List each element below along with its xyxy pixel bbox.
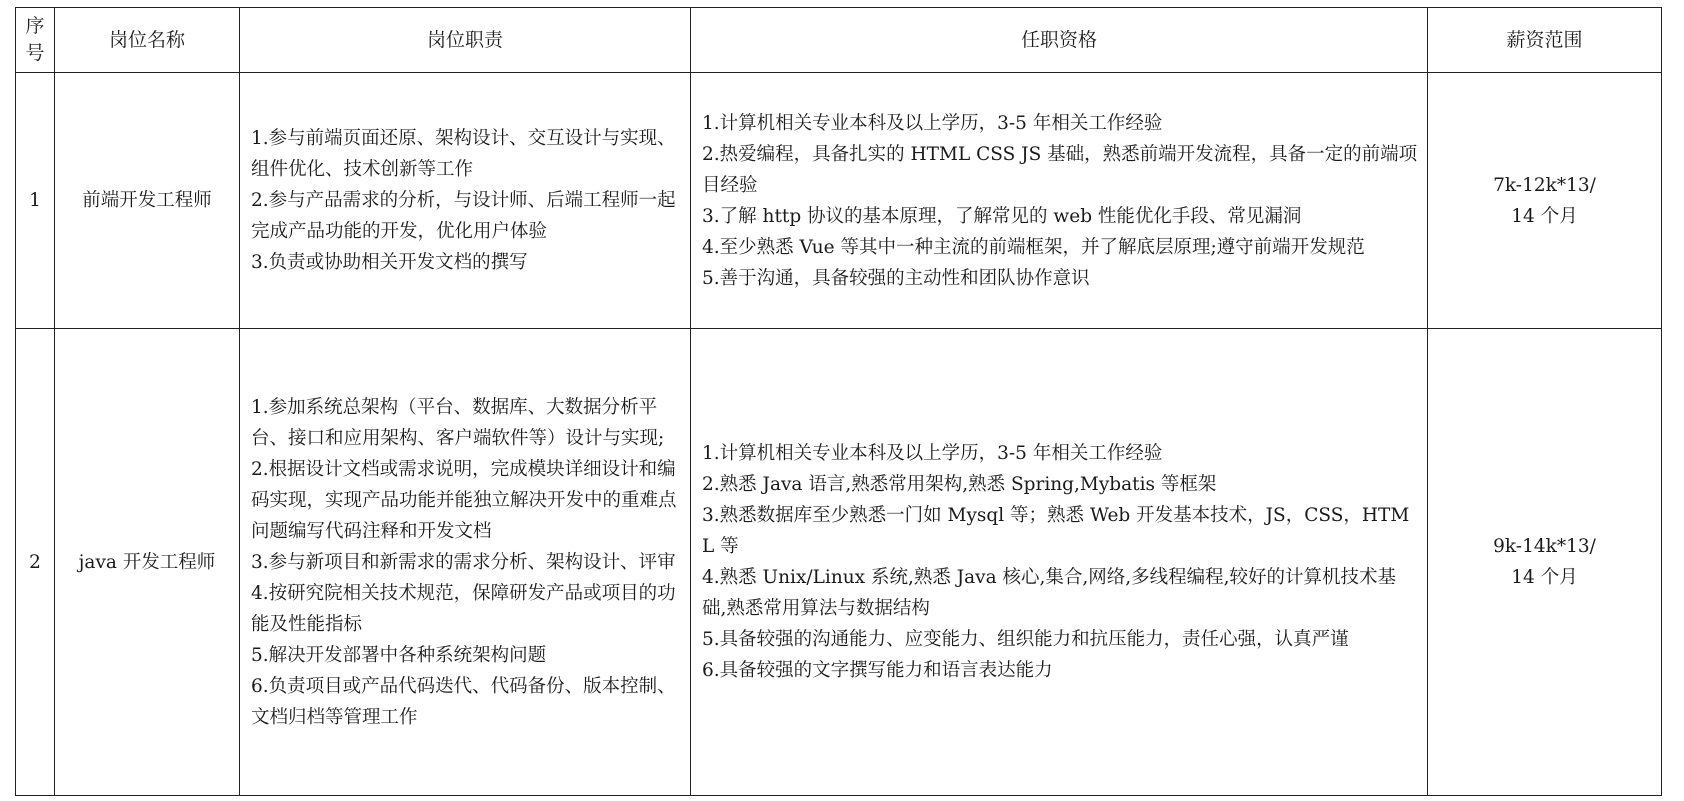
salary-range: 9k-14k*13/ <box>1493 536 1596 557</box>
requirement-item: 3.熟悉数据库至少熟悉一门如 Mysql 等；熟悉 Web 开发基本技术，JS，CSS，HTML 等 <box>702 505 1410 557</box>
header-salary: 薪资范围 <box>1428 8 1662 73</box>
header-index: 序号 <box>16 8 55 73</box>
requirement-item: 2.热爱编程，具备扎实的 HTML CSS JS 基础，熟悉前端开发流程，具备一定的前端项目经验 <box>702 143 1418 196</box>
requirement-item: 4.至少熟悉 Vue 等其中一种主流的前端框架，并了解底层原理;遵守前端开发规范 <box>702 236 1365 258</box>
row-duties <box>240 73 691 329</box>
requirement-item: 5.善于沟通，具备较强的主动性和团队协作意识 <box>702 267 1090 289</box>
row-index: 1 <box>16 73 55 329</box>
header-duties: 岗位职责 <box>240 8 691 73</box>
header-requirements: 任职资格 <box>691 8 1428 73</box>
requirement-item: 4.熟悉 Unix/Linux 系统,熟悉 Java 核心,集合,网络,多线程编程,较好的计算机技术基础,熟悉常用算法与数据结构 <box>702 567 1397 619</box>
salary-months: 14 个月 <box>1511 567 1578 588</box>
requirement-item: 6.具备较强的文字撰写能力和语言表达能力 <box>702 660 1053 681</box>
duty-item: 1.参加系统总架构（平台、数据库、大数据分析平台、接口和应用架构、客户端软件等）设计与实现; <box>251 396 665 449</box>
duty-item: 4.按研究院相关技术规范，保障研发产品或项目的功能及性能指标 <box>251 582 676 635</box>
table-row <box>16 329 1662 796</box>
row-salary <box>1428 73 1662 329</box>
duty-item: 3.负责或协助相关开发文档的撰写 <box>251 252 528 273</box>
requirement-item: 2.熟悉 Java 语言,熟悉常用架构,熟悉 Spring,Mybatis 等框架 <box>702 474 1217 495</box>
table-row <box>16 73 1662 329</box>
salary-range: 7k-12k*13/ <box>1493 174 1596 196</box>
row-position-name: 前端开发工程师 <box>55 73 240 329</box>
duty-item: 6.负责项目或产品代码迭代、代码备份、版本控制、文档归档等管理工作 <box>251 675 676 728</box>
duty-item: 3.参与新项目和新需求的需求分析、架构设计、评审 <box>251 551 676 573</box>
duty-item: 5.解决开发部署中各种系统架构问题 <box>251 644 547 666</box>
table-header-row <box>16 8 1662 73</box>
job-positions-table <box>15 7 1662 796</box>
requirement-item: 1.计算机相关专业本科及以上学历，3-5 年相关工作经验 <box>702 443 1163 464</box>
row-requirements <box>691 329 1428 796</box>
row-position-name: java 开发工程师 <box>55 329 240 796</box>
salary-months: 14 个月 <box>1511 205 1578 227</box>
requirement-item: 5.具备较强的沟通能力、应变能力、组织能力和抗压能力，责任心强，认真严谨 <box>702 629 1349 650</box>
requirement-item: 3.了解 http 协议的基本原理，了解常见的 web 性能优化手段、常见漏洞 <box>702 205 1302 227</box>
duty-item: 1.参与前端页面还原、架构设计、交互设计与实现、组件优化、技术创新等工作 <box>251 128 676 180</box>
duty-item: 2.参与产品需求的分析，与设计师、后端工程师一起完成产品功能的开发，优化用户体验 <box>251 190 676 242</box>
job-positions-table-container <box>15 7 1661 796</box>
row-index: 2 <box>16 329 55 796</box>
row-requirements <box>691 73 1428 329</box>
duty-item: 2.根据设计文档或需求说明，完成模块详细设计和编码实现，实现产品功能并能独立解决开发中的重难点问题编写代码注释和开发文档 <box>251 458 677 542</box>
row-salary <box>1428 329 1662 796</box>
row-duties <box>240 329 691 796</box>
requirement-item: 1.计算机相关专业本科及以上学历，3-5 年相关工作经验 <box>702 112 1163 134</box>
header-position-name: 岗位名称 <box>55 8 240 73</box>
